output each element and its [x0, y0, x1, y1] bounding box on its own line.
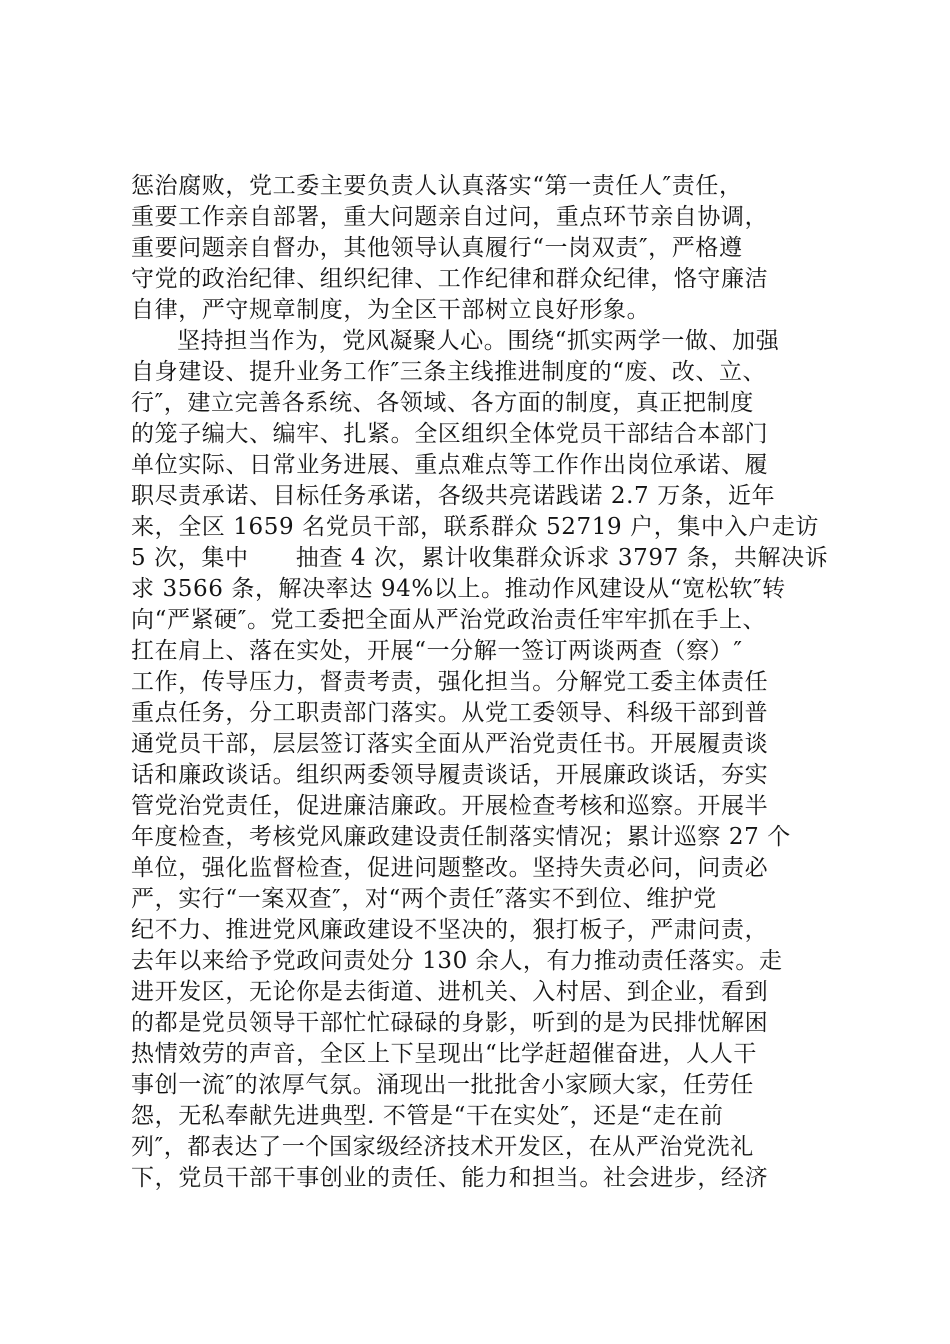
text-line: 自身建设、提升业务工作″三条主线推进制度的“废、改、立、	[131, 359, 767, 385]
text-line: 去年以来给予党政问责处分 130 余人，有力推动责任落实。走	[131, 948, 783, 974]
text-line: 下，党员干部干事创业的责任、能力和担当。社会进步，经济	[131, 1165, 769, 1191]
text-line: 求 3566 条，解决率达 94%以上。推动作风建设从“宽松软″转	[131, 576, 786, 602]
text-line: 重要工作亲自部署，重大问题亲自过问，重点环节亲自协调，	[131, 204, 769, 230]
text-line: 热情效劳的声音，全区上下呈现出“比学赶超催奋进，人人干	[131, 1041, 757, 1067]
text-line: 来，全区 1659 名党员干部，联系群众 52719 户，集中入户走访	[131, 514, 819, 540]
text-line: 守党的政治纪律、组织纪律、工作纪律和群众纪律，恪守廉洁	[131, 266, 769, 292]
text-line: 行″，建立完善各系统、各领域、各方面的制度，真正把制度	[131, 390, 754, 416]
text-line: 纪不力、推进党风廉政建设不坚决的，狠打板子，严肃问责，	[131, 917, 769, 943]
text-line: 向“严紧硬″。党工委把全面从严治党政治责任牢牢抓在手上、	[131, 607, 767, 633]
text-line: 怨，无私奉献先进典型. 不管是“干在实处″，还是“走在前	[131, 1103, 724, 1129]
body-text	[131, 171, 831, 1194]
text-line: 管党治党责任，促进廉洁廉政。开展检查考核和巡察。开展半	[131, 793, 769, 819]
text-line: 工作，传导压力，督责考责，强化担当。分解党工委主体责任	[131, 669, 769, 695]
text-line: 严，实行“一案双查″，对“两个责任″落实不到位、维护党	[131, 886, 717, 912]
text-line: 事创一流″的浓厚气氛。涌现出一批批舍小家顾大家，任劳任	[131, 1072, 754, 1098]
text-line: 惩治腐败，党工委主要负责人认真落实“第一责任人″责任，	[131, 173, 743, 199]
text-line: 自律，严守规章制度，为全区干部树立良好形象。	[131, 297, 651, 323]
text-line: 通党员干部，层层签订落实全面从严治党责任书。开展履责谈	[131, 731, 769, 757]
text-line: 职尽责承诺、目标任务承诺，各级共亮诺践诺 2.7 万条，近年	[131, 483, 776, 509]
text-line: 坚持担当作为，党风凝聚人心。围绕“抓实两学一做、加强	[177, 328, 780, 354]
text-line: 5 次，集中 抽查 4 次，累计收集群众诉求 3797 条，共解决诉	[131, 545, 829, 571]
text-line: 重点任务，分工职责部门落实。从党工委领导、科级干部到普	[131, 700, 769, 726]
text-line: 单位实际、日常业务进展、重点难点等工作作出岗位承诺、履	[131, 452, 769, 478]
text-line: 进开发区，无论你是去街道、进机关、入村居、到企业，看到	[131, 979, 769, 1005]
text-line: 话和廉政谈话。组织两委领导履责谈话，开展廉政谈话，夯实	[131, 762, 769, 788]
text-line: 的笼子编大、编牢、扎紧。全区组织全体党员干部结合本部门	[131, 421, 769, 447]
text-line: 单位，强化监督检查，促进问题整改。坚持失责必问，问责必	[131, 855, 769, 881]
text-line: 列″，都表达了一个国家级经济技术开发区，在从严治党洗礼	[131, 1134, 754, 1160]
text-line: 的都是党员领导干部忙忙碌碌的身影，听到的是为民排忧解困	[131, 1010, 769, 1036]
text-line: 重要问题亲自督办，其他领导认真履行“一岗双责″，严格遵	[131, 235, 743, 261]
text-line: 年度检查，考核党风廉政建设责任制落实情况；累计巡察 27 个	[131, 824, 791, 850]
text-line: 扛在肩上、落在实处，开展“一分解一签订两谈两查（察）″	[131, 638, 743, 664]
